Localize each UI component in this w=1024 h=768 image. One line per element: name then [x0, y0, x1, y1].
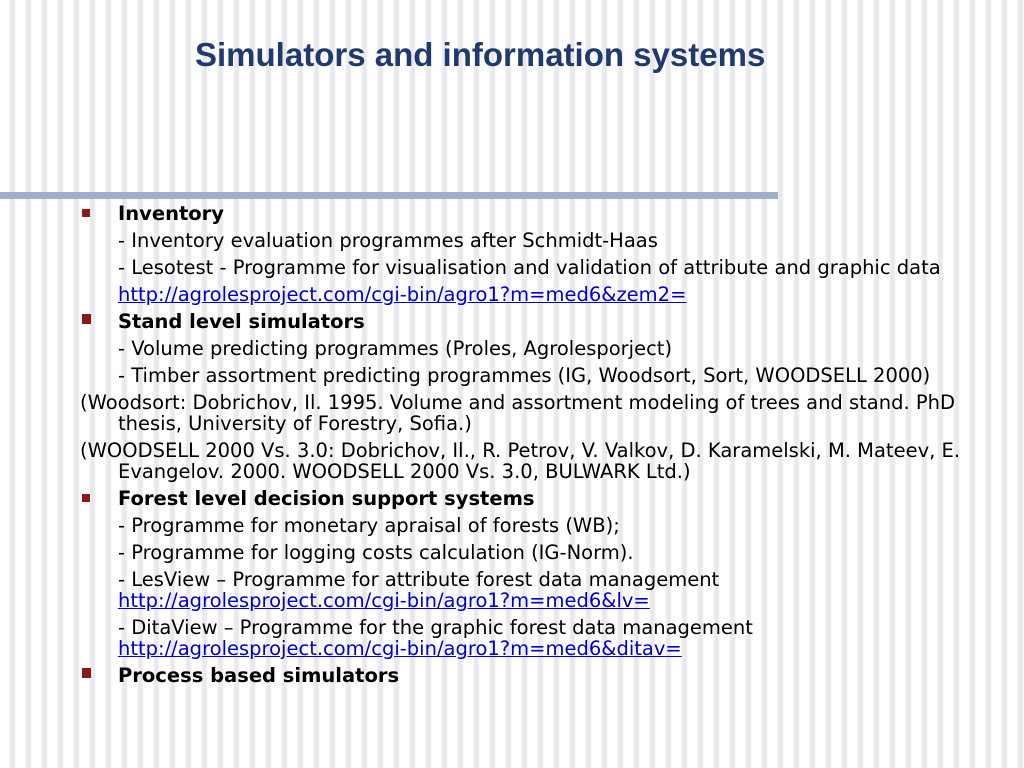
- bullet-heading: Stand level simulators: [118, 310, 365, 333]
- sub-item: - Inventory evaluation programmes after Schmidt-Haas: [118, 229, 658, 252]
- bullet-heading: Inventory: [118, 202, 225, 225]
- square-bullet-icon: [82, 494, 90, 502]
- square-bullet-icon: [82, 209, 90, 217]
- square-bullet-icon: [82, 668, 91, 678]
- ditaview-link[interactable]: http://agrolesproject.com/cgi-bin/agro1?m=med6&ditav=: [118, 637, 682, 660]
- sub-item-lesview: [80, 569, 1000, 611]
- reference: (Woodsort: Dobrichov, Il. 1995. Volume and assortment modeling of trees and stand. PhD thesis, University of Forestry, Sofia.): [80, 391, 956, 435]
- bullet-stand-level: [80, 311, 1000, 332]
- title-divider: [0, 192, 778, 199]
- bullet-inventory: [80, 203, 1000, 224]
- bullet-heading: Process based simulators: [118, 664, 400, 687]
- sub-item: - Programme for monetary apraisal of forests (WB);: [118, 514, 620, 537]
- reference: (WOODSELL 2000 Vs. 3.0: Dobrichov, Il., R. Petrov, V. Valkov, D. Karamelski, M. Mateev, E. Evangelov. 2000. WOODSELL 2000 Vs. 3.0, BULWARK Ltd.): [80, 439, 961, 483]
- sub-item: - Lesotest - Programme for visualisation and validation of attribute and graphic data: [118, 256, 941, 279]
- slide-title: Simulators and information systems: [195, 36, 766, 73]
- bullet-process-based: [80, 665, 1000, 686]
- bullet-heading: Forest level decision support systems: [118, 487, 535, 510]
- sub-item-ditaview: [80, 617, 1000, 659]
- lesview-link[interactable]: http://agrolesproject.com/cgi-bin/agro1?m=med6&lv=: [118, 589, 650, 612]
- sub-item: - Timber assortment predicting programmes (IG, Woodsort, Sort, WOODSELL 2000): [118, 364, 931, 387]
- square-bullet-icon: [82, 314, 91, 324]
- ditaview-text: - DitaView – Programme for the graphic forest data management: [118, 616, 753, 639]
- sub-item: - Volume predicting programmes (Proles, Agrolesporject): [118, 337, 673, 360]
- sub-item: - Programme for logging costs calculation (IG-Norm).: [118, 541, 634, 564]
- lesview-text: - LesView – Programme for attribute forest data management: [118, 568, 720, 591]
- slide-content: [80, 203, 1000, 692]
- inventory-link[interactable]: http://agrolesproject.com/cgi-bin/agro1?m=med6&zem2=: [118, 283, 687, 306]
- sub-item-link: [80, 284, 1000, 305]
- bullet-forest-level: [80, 488, 1000, 509]
